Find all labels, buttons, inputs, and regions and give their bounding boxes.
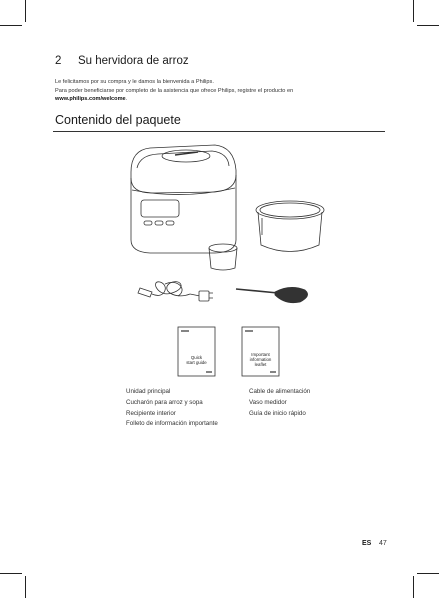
rice-spoon-icon [236, 287, 308, 302]
inner-pot-icon [256, 201, 324, 252]
package-illustration [0, 135, 439, 380]
list-item: Unidad principal [126, 388, 171, 395]
intro-line-1: Le felicitamos por su compra y le damos la bienvenida a Philips. [55, 79, 214, 85]
crop-mark [25, 0, 26, 22]
crop-mark [413, 0, 414, 22]
important-line-2: information [249, 357, 272, 363]
power-cord-icon [138, 282, 213, 301]
list-item: Recipiente interior [126, 409, 176, 417]
page-number: 47 [379, 540, 387, 547]
quick-start-label [178, 355, 215, 365]
list-item: Cucharón para arroz y sopa [126, 398, 203, 406]
language-code: ES [362, 540, 372, 547]
crop-mark [0, 25, 22, 26]
list-item: Folleto de información importante [126, 420, 218, 428]
heading-rule [53, 131, 385, 132]
intro-text [55, 78, 385, 104]
list-item: Guía de inicio rápido [249, 409, 306, 417]
contents-list-right [249, 387, 310, 419]
quick-start-line-1: Quick [190, 355, 203, 360]
crop-mark [417, 25, 439, 26]
intro-line-3 [55, 95, 385, 104]
crop-mark [417, 573, 439, 574]
list-item: Cable de alimentación [249, 388, 311, 395]
quick-start-booklet-icon [178, 327, 215, 376]
crop-mark [25, 576, 26, 598]
important-leaflet-label [242, 352, 279, 368]
important-line-1: Important [251, 352, 270, 357]
important-line-3: leaflet [254, 362, 267, 368]
section-number: 2 [55, 55, 62, 67]
intro-line-2: Para poder beneficiarse por completo de la asistencia que ofrece Philips, registre el producto en [55, 87, 294, 94]
list-item: Vaso medidor [249, 398, 287, 406]
rice-cooker-icon [131, 145, 236, 253]
welcome-link[interactable]: www.philips.com/welcome [55, 96, 126, 103]
contents-heading: Contenido del paquete [55, 113, 181, 127]
crop-mark [413, 576, 414, 598]
url-period: . [125, 96, 128, 103]
contents-list-left [126, 387, 218, 430]
quick-start-line-2: start guide [186, 360, 207, 366]
crop-mark [0, 573, 22, 574]
section-title: Su hervidora de arroz [78, 55, 189, 67]
